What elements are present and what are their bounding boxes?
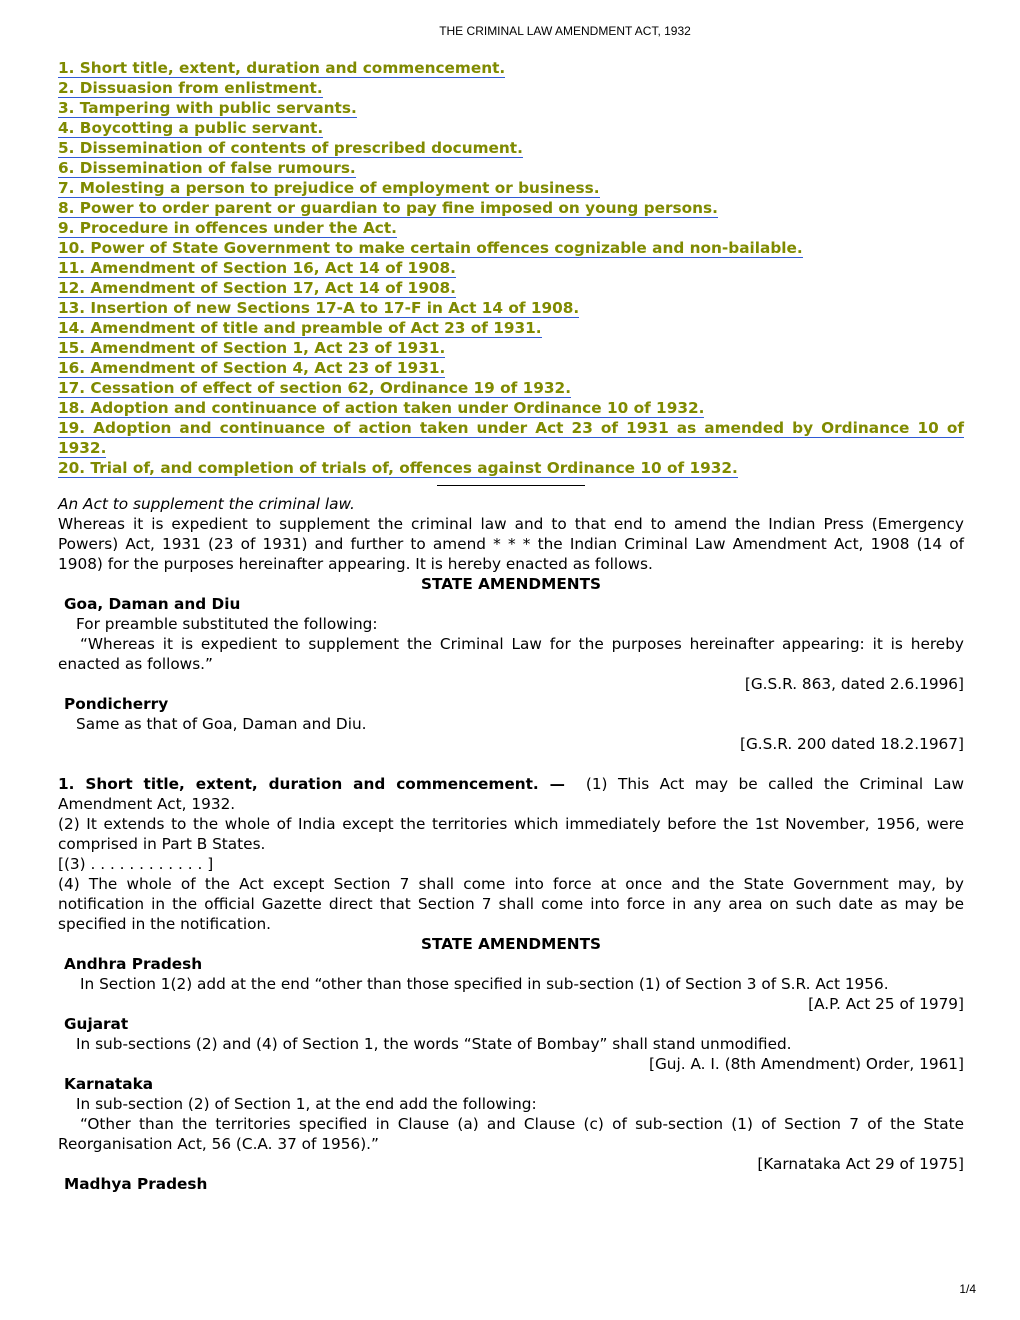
toc-link[interactable]: 11. Amendment of Section 16, Act 14 of 1908. — [58, 259, 456, 277]
toc-link[interactable]: 8. Power to order parent or guardian to pay fine imposed on young persons. — [58, 199, 718, 217]
toc-item — [58, 78, 964, 98]
toc-link[interactable]: 10. Power of State Government to make certain offences cognizable and non-bailable. — [58, 239, 803, 257]
section-text: (2) It extends to the whole of India except the territories which immediately before the 1st November, 1956, were comprised in Part B States. — [58, 815, 964, 853]
toc-item — [58, 458, 964, 478]
toc-link[interactable]: 2. Dissuasion from enlistment. — [58, 79, 323, 97]
section-text: (4) The whole of the Act except Section 7 shall come into force at once and the State Government may, by notification in the official Gazette direct that Section 7 shall come into force in any area on such date as may be specified in the notification. — [58, 875, 964, 933]
toc-item — [58, 258, 964, 278]
section-text: (1) This Act may be called the Criminal Law Amendment Act, 1932. — [58, 775, 965, 813]
toc-item — [58, 198, 964, 218]
divider — [437, 485, 585, 486]
state-name: Gujarat — [64, 1015, 129, 1033]
toc-item — [58, 118, 964, 138]
toc-link[interactable]: 19. Adoption and continuance of action taken under Act 23 of 1931 as amended by Ordinance 10 of 1932. — [58, 419, 964, 457]
toc-link[interactable]: 15. Amendment of Section 1, Act 23 of 1931. — [58, 339, 446, 357]
toc-item — [58, 238, 964, 258]
amendment-reference: [A.P. Act 25 of 1979] — [808, 995, 964, 1013]
toc-item — [58, 218, 964, 238]
toc-item — [58, 378, 964, 398]
amendment-reference: [Guj. A. I. (8th Amendment) Order, 1961] — [648, 1055, 964, 1073]
toc-link[interactable]: 20. Trial of, and completion of trials of, offences against Ordinance 10 of 1932. — [58, 459, 738, 477]
amendment-text: In Section 1(2) add at the end “other than those specified in sub-section (1) of Section 3 of S.R. Act 1956. — [80, 975, 889, 993]
toc-link[interactable]: 3. Tampering with public servants. — [58, 99, 357, 117]
page-header: THE CRIMINAL LAW AMENDMENT ACT, 1932 — [439, 24, 691, 38]
page-number: 1/4 — [959, 1282, 976, 1296]
state-name: Karnataka — [64, 1075, 154, 1093]
amendment-reference: [Karnataka Act 29 of 1975] — [757, 1155, 964, 1173]
table-of-contents — [58, 58, 964, 478]
amendment-text: In sub-sections (2) and (4) of Section 1, the words “State of Bombay” shall stand unmodified. — [76, 1035, 792, 1053]
toc-item — [58, 358, 964, 378]
amendment-reference: [G.S.R. 863, dated 2.6.1996] — [744, 675, 964, 693]
state-name: Andhra Pradesh — [64, 955, 203, 973]
toc-item — [58, 158, 964, 178]
amendment-text: Same as that of Goa, Daman and Diu. — [76, 715, 367, 733]
toc-link[interactable]: 1. Short title, extent, duration and commencement. — [58, 59, 506, 77]
state-amendments-heading: STATE AMENDMENTS — [420, 935, 602, 953]
toc-item — [58, 398, 964, 418]
section-text: [(3) . . . . . . . . . . . . ] — [58, 855, 214, 873]
toc-item — [58, 318, 964, 338]
amendment-quote: “Other than the territories specified in Clause (a) and Clause (c) of sub-section (1) of Section 7 of the State Reorganisation Act, 56 (C.A. 37 of 1956).” — [58, 1115, 964, 1153]
preamble-text: Whereas it is expedient to supplement the criminal law and to that end to amend the Indian Press (Emergency Powers) Act, 1931 (23 of 1931) and further to amend * * * the Indian Criminal Law Amendment Act, 1908 (14 of 1908) for the purposes hereinafter appearing. It is hereby enacted as follows. — [58, 515, 964, 573]
toc-link[interactable]: 14. Amendment of title and preamble of Act 23 of 1931. — [58, 319, 542, 337]
amendment-quote: “Whereas it is expedient to supplement the Criminal Law for the purposes hereinafter appearing: it is hereby enacted as follows.” — [58, 635, 964, 673]
toc-item — [58, 58, 964, 78]
toc-item — [58, 178, 964, 198]
toc-link[interactable]: 4. Boycotting a public servant. — [58, 119, 324, 137]
toc-item — [58, 418, 964, 458]
toc-link[interactable]: 13. Insertion of new Sections 17-A to 17-F in Act 14 of 1908. — [58, 299, 580, 317]
toc-item — [58, 98, 964, 118]
long-title: An Act to supplement the criminal law. — [58, 495, 355, 513]
state-amendments-heading: STATE AMENDMENTS — [420, 575, 602, 593]
toc-link[interactable]: 5. Dissemination of contents of prescribed document. — [58, 139, 523, 157]
amendment-text: In sub-section (2) of Section 1, at the end add the following: — [76, 1095, 537, 1113]
toc-link[interactable]: 12. Amendment of Section 17, Act 14 of 1908. — [58, 279, 456, 297]
toc-link[interactable]: 6. Dissemination of false rumours. — [58, 159, 356, 177]
state-name: Pondicherry — [64, 695, 169, 713]
toc-item — [58, 338, 964, 358]
amendment-text: For preamble substituted the following: — [76, 615, 378, 633]
toc-item — [58, 278, 964, 298]
document-body — [58, 58, 964, 1194]
toc-link[interactable]: 17. Cessation of effect of section 62, Ordinance 19 of 1932. — [58, 379, 572, 397]
toc-item — [58, 138, 964, 158]
section-heading: 1. Short title, extent, duration and commencement. — — [58, 775, 565, 793]
section-1 — [58, 774, 964, 814]
toc-link[interactable]: 18. Adoption and continuance of action taken under Ordinance 10 of 1932. — [58, 399, 705, 417]
amendment-reference: [G.S.R. 200 dated 18.2.1967] — [739, 735, 964, 753]
toc-link[interactable]: 9. Procedure in offences under the Act. — [58, 219, 397, 237]
toc-link[interactable]: 16. Amendment of Section 4, Act 23 of 1931. — [58, 359, 446, 377]
toc-item — [58, 298, 964, 318]
state-name: Madhya Pradesh — [64, 1175, 208, 1193]
state-name: Goa, Daman and Diu — [64, 595, 241, 613]
toc-link[interactable]: 7. Molesting a person to prejudice of employment or business. — [58, 179, 600, 197]
